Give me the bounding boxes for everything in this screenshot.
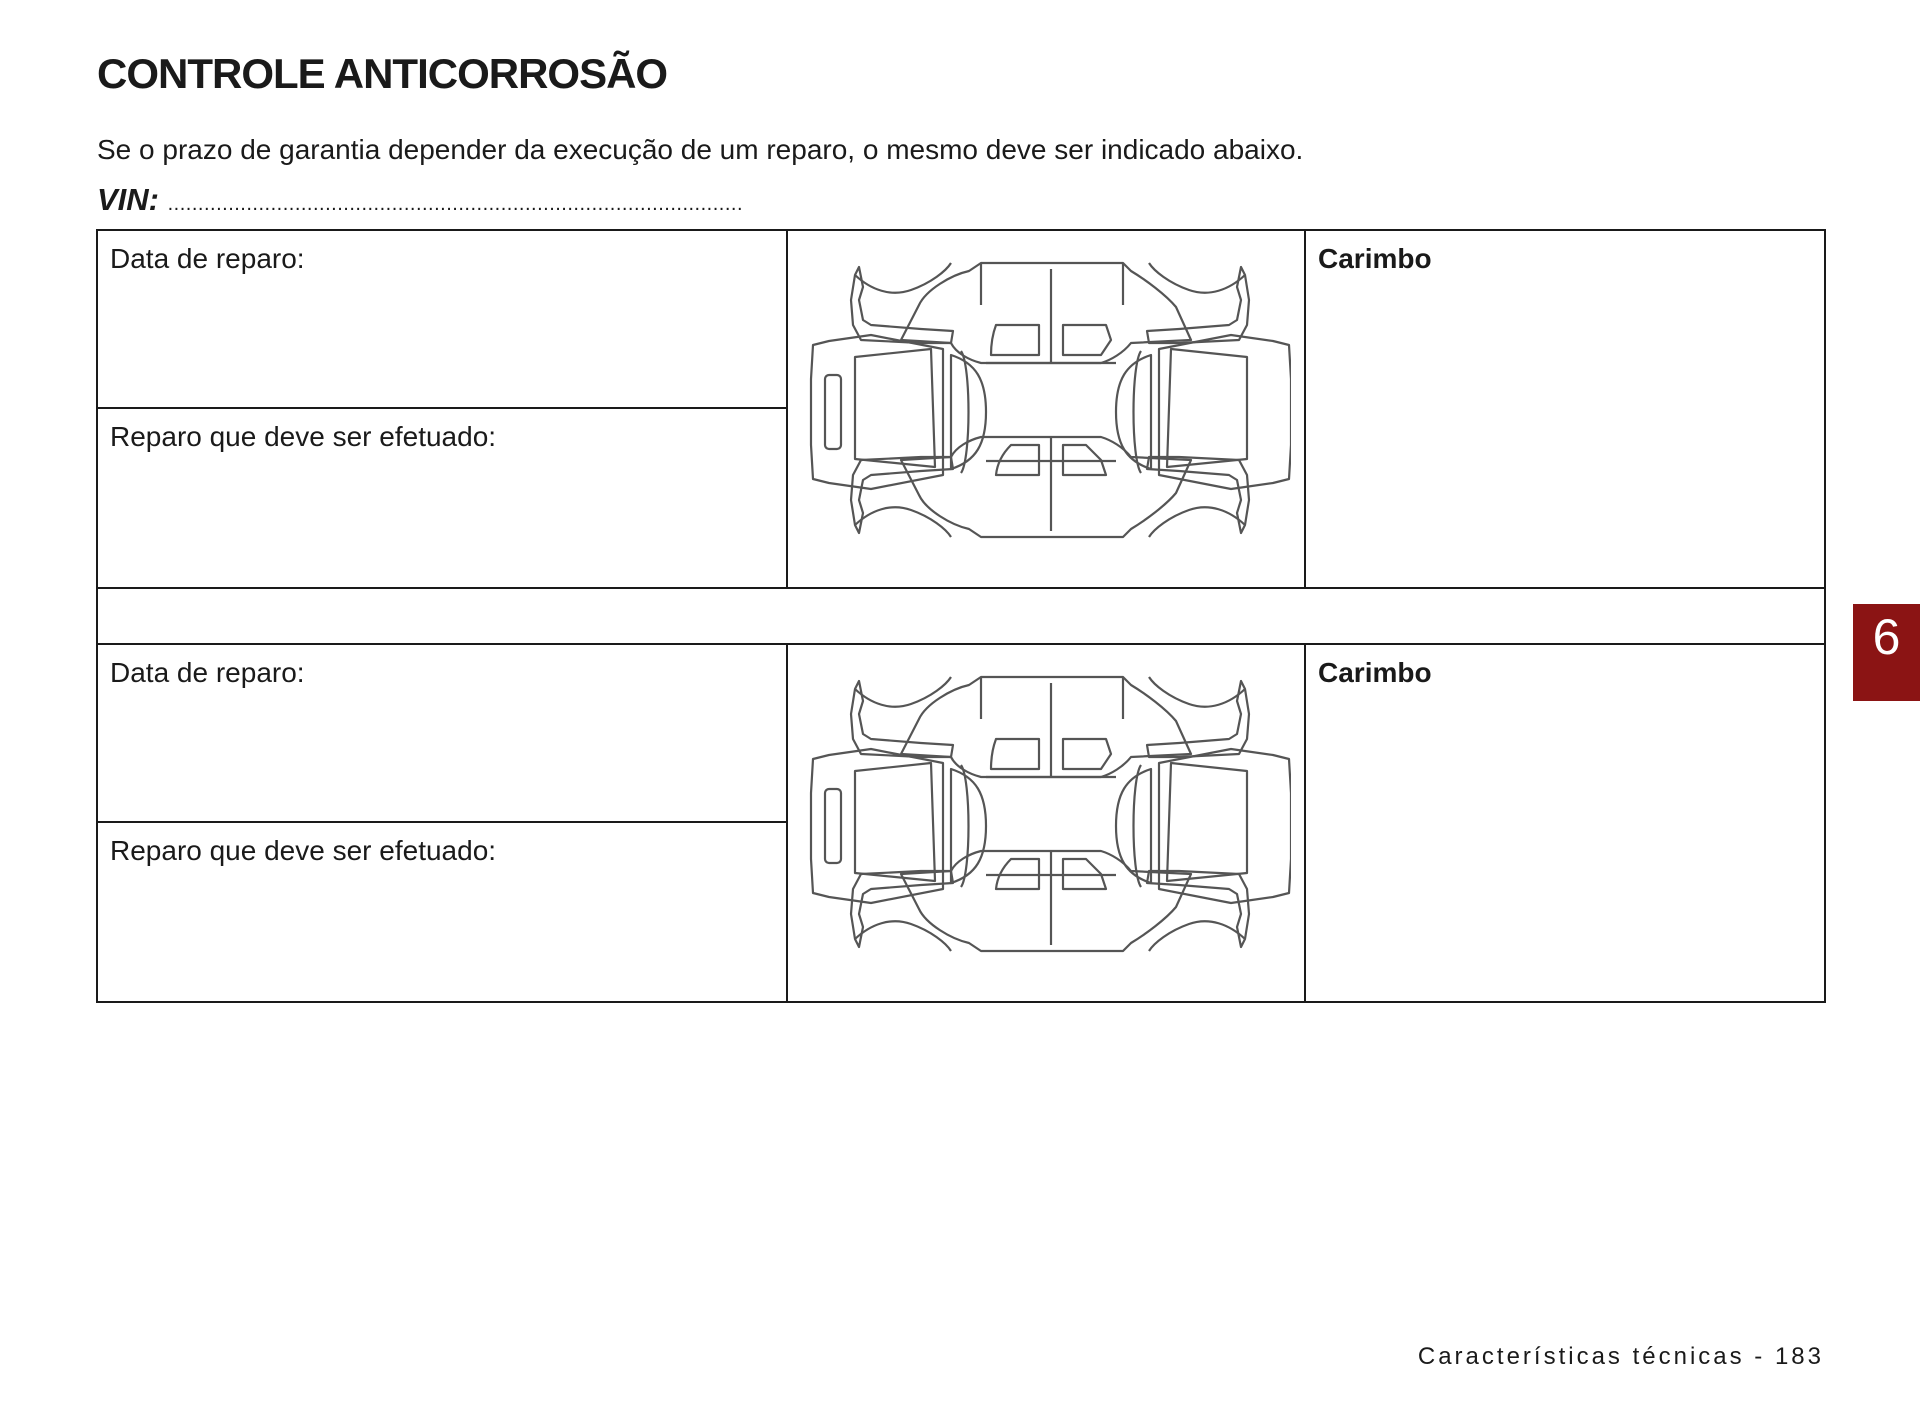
stamp-label: Carimbo — [1318, 657, 1432, 688]
form-1-date-field[interactable] — [97, 230, 787, 408]
form-2-stamp-field[interactable] — [1305, 644, 1825, 1002]
date-label: Data de reparo: — [110, 243, 305, 274]
form-1-stamp-field[interactable] — [1305, 230, 1825, 588]
date-label: Data de reparo: — [110, 657, 305, 688]
form-2-diagram-cell[interactable] — [787, 644, 1305, 1002]
car-body-panels-diagram-icon — [801, 659, 1291, 969]
separator-cell — [97, 588, 1825, 644]
form-2-date-field[interactable] — [97, 644, 787, 822]
chapter-tab: 6 — [1853, 604, 1920, 701]
intro-text: Se o prazo de garantia depender da execução de um reparo, o mesmo deve ser indicado abaixo. — [97, 134, 1304, 165]
stamp-label: Carimbo — [1318, 243, 1432, 274]
car-body-panels-diagram-icon — [801, 245, 1291, 555]
form-2-repair-field[interactable] — [97, 822, 787, 1002]
form-1-diagram-cell[interactable] — [787, 230, 1305, 588]
form-separator-row — [97, 588, 1825, 644]
form-2-row-top — [97, 644, 1825, 822]
form-1-repair-field[interactable] — [97, 408, 787, 588]
vin-fill-dots: ............................................................................................... — [167, 193, 744, 215]
vin-label: VIN: — [97, 182, 159, 217]
page-title: CONTROLE ANTICORROSÃO — [97, 50, 668, 97]
repair-label: Reparo que deve ser efetuado: — [110, 835, 497, 866]
form-1-row-top — [97, 230, 1825, 408]
anticorrosion-form-table — [96, 229, 1826, 1003]
repair-label: Reparo que deve ser efetuado: — [110, 421, 497, 452]
footer-section-page: Características técnicas - 183 — [1417, 1343, 1824, 1370]
vin-line — [97, 182, 743, 218]
